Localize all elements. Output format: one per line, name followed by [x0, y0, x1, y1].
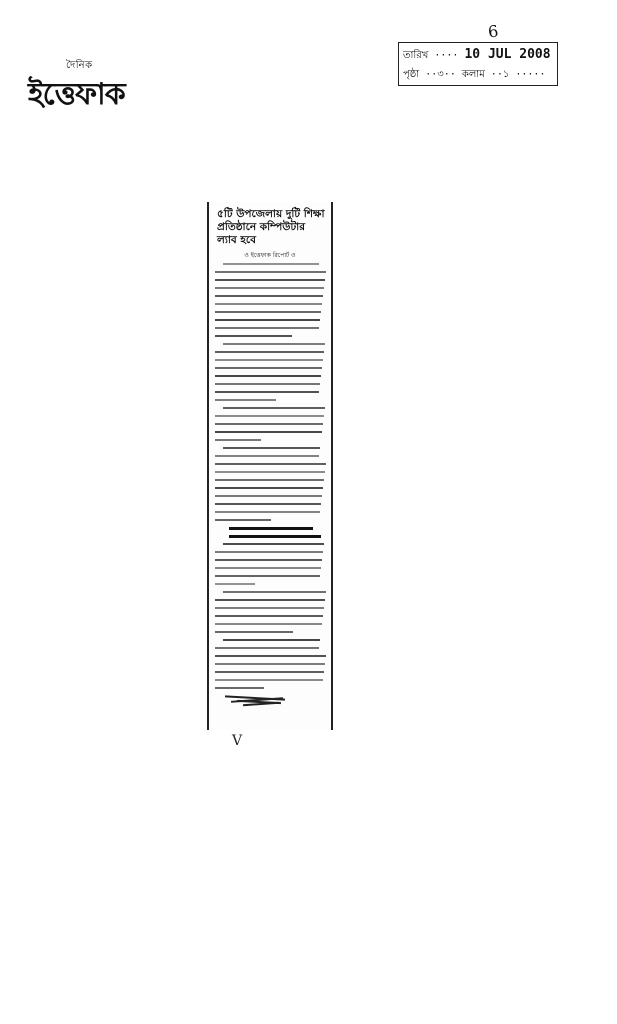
- clipping-text-line: [223, 407, 325, 409]
- clipping-text-line: [215, 599, 325, 601]
- date-stamp: [398, 42, 558, 86]
- clipping-text-line: [215, 279, 325, 281]
- clipping-text-line: [215, 335, 292, 337]
- clipping-text-line: [215, 671, 324, 673]
- stamp-date-label: তারিখ: [403, 50, 429, 61]
- clipping-text-line: [215, 567, 321, 569]
- stamp-page-label: পৃষ্ঠা: [403, 69, 420, 80]
- clipping-text-line: [215, 607, 324, 609]
- clipping-text-line: [215, 471, 325, 473]
- clipping-text-line: [215, 367, 322, 369]
- clipping-text-line: [223, 447, 320, 449]
- clipping-text-line: [215, 479, 324, 481]
- stamp-date-value: 10 JUL 2008: [464, 47, 551, 62]
- clipping-text-line: [215, 455, 319, 457]
- margin-check-mark: V: [232, 733, 243, 749]
- stamp-column-label: কলাম: [461, 69, 485, 80]
- handwritten-page-number: 6: [486, 21, 500, 42]
- clipping-text-line: [215, 583, 255, 585]
- clipping-text-line: [215, 295, 323, 297]
- clipping-text-line: [223, 343, 325, 345]
- stamp-column-value: ১: [502, 69, 510, 80]
- masthead-title: ইত্তেফাক: [28, 77, 125, 112]
- clipping-subhead-line: [229, 527, 313, 530]
- clipping-text-line: [215, 687, 264, 689]
- clipping-text-line: [215, 351, 324, 353]
- clipping-text-line: [215, 575, 320, 577]
- clipping-text-line: [215, 439, 261, 441]
- clipping-text-line: [215, 679, 323, 681]
- clipping-text-line: [223, 263, 319, 265]
- clipping-text-line: [215, 375, 321, 377]
- clipping-text-line: [215, 431, 322, 433]
- clipping-text-line: [215, 519, 271, 521]
- stamp-page-value: ৩: [437, 69, 444, 80]
- stamp-date-row: তারিখ ···· 10 JUL 2008: [403, 47, 551, 62]
- clipping-text-line: [215, 423, 323, 425]
- clipping-text-line: [215, 511, 320, 513]
- clipping-text-line: [215, 503, 321, 505]
- news-clipping: [207, 202, 333, 730]
- clipping-text-line: [223, 591, 326, 593]
- clipping-text-line: [215, 359, 323, 361]
- clipping-subhead-line: [229, 535, 321, 538]
- clipping-text-line: [215, 287, 324, 289]
- clipping-text-line: [215, 487, 323, 489]
- clipping-text-line: [215, 311, 321, 313]
- clipping-text-line: [215, 623, 322, 625]
- clipping-text-line: [215, 655, 326, 657]
- clipping-text-line: [215, 559, 322, 561]
- clipping-text-line: [223, 543, 324, 545]
- clipping-body-text: [215, 263, 326, 703]
- masthead-daily-label: দৈনিক: [66, 60, 93, 71]
- stamp-page-row: পৃষ্ঠা ··৩·· কলাম ··১ ·····: [403, 69, 546, 80]
- clipping-text-line: [215, 391, 319, 393]
- clipping-text-line: [215, 615, 323, 617]
- clipping-text-line: [215, 647, 319, 649]
- clipping-text-line: [215, 303, 322, 305]
- clipping-byline: ও ইত্তেফাক রিপোর্ট ও: [244, 252, 296, 259]
- clipping-text-line: [215, 319, 320, 321]
- clipping-text-line: [215, 327, 319, 329]
- clipping-text-line: [215, 663, 325, 665]
- clipping-text-line: [223, 639, 320, 641]
- clipping-text-line: [215, 383, 320, 385]
- clipping-headline: ৫টি উপজেলায় দুটি শিক্ষা প্রতিষ্ঠানে কম্পিউটার ল্যাব হবে: [217, 208, 325, 246]
- clipping-text-line: [215, 271, 326, 273]
- clipping-text-line: [215, 631, 293, 633]
- clipping-text-line: [215, 399, 276, 401]
- clipping-text-line: [215, 415, 324, 417]
- clipping-text-line: [215, 463, 326, 465]
- clipping-text-line: [215, 495, 322, 497]
- clipping-text-line: [215, 551, 323, 553]
